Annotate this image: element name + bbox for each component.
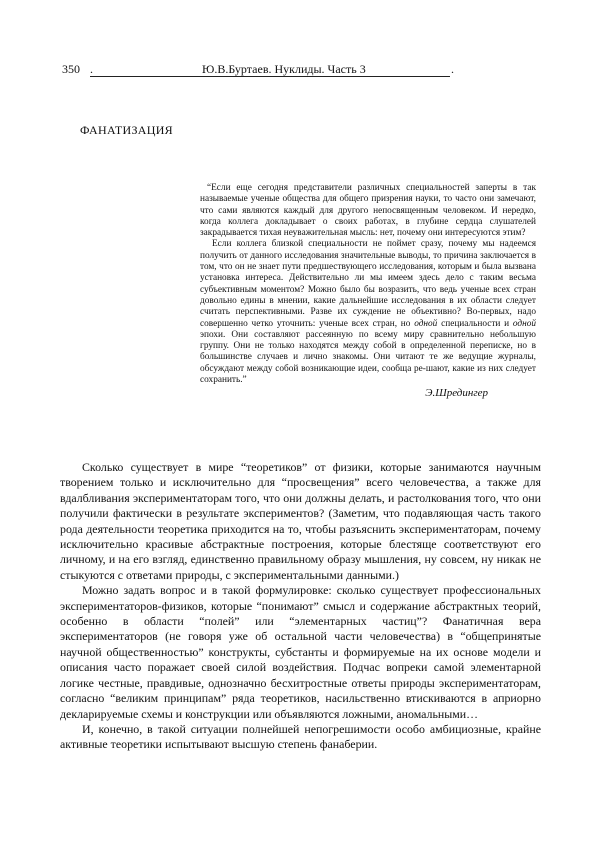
epigraph-text: специальности и (437, 318, 513, 329)
body-paragraph-2: Можно задать вопрос и в такой формулировке: сколько существует профессиональных экспериментаторов-физиков, которые “понимают” смысл и содержание абстрактных теорий, особенно в области “полей” или “элементарных частиц”? Фанатичная вера экспериментаторов (не говоря уже об остальной части человечества) в “общепринятые научной общественностью” конструкты, субстанты и формируемые на их основе модели и описания часто поражает своей силой воздействия. Подчас вопреки самой элементарной логике честные, правдивые, однозначно бесхитростные ответы природы экспериментаторам, согласно “великим принципам” ряда теоретиков, насильственно втискиваются в априорно декларируемые схемы и конструкции или объявляются ложными, аномальными… (60, 583, 541, 721)
epigraph-paragraph-2 (200, 239, 536, 386)
page-number: 350 (62, 62, 80, 76)
section-title: ФАНАТИЗАЦИЯ (80, 123, 173, 137)
body-paragraph-1: Сколько существует в мире “теоретиков” от физики, которые занимаются научным творением только и исключительно для “просвещения” всего человечества, а также для вдалбливания экспериментаторам того, что они должны делать, и растолкования того, что они получили фактически в результате экспериментов? (Заметим, что подавляющая часть такого рода деятельности теоретика приходится на то, чтобы разъяснить экспериментаторам, почему исключительно красивые абстрактные построения, которые блестяще соответствуют его личному, и на его взгляд, единственно правильному образу мышления, ну совсем, ну никак не стыкуются с ответами природы, с экспериментальными данными.) (60, 460, 541, 582)
running-header (62, 62, 468, 80)
epigraph (200, 183, 536, 400)
body-paragraph-3: И, конечно, в такой ситуации полнейшей непогрешимости особо амбициозные, крайне активные теоретики испытывают высшую степень фанаберии. (60, 721, 541, 752)
epigraph-text: эпохи. Они составляют рассеянную по всему миру сравнительно небольшую группу. Они не только находятся между собой в определенной переписке, но в большинстве случаев и лично знакомы. Они читают те же ведущие журналы, обсуждают между собой возникающие идеи, сообща ре-шают, какие из них следует сохранить.” (200, 329, 536, 386)
body-text (60, 460, 541, 753)
emphasis: одной (414, 318, 438, 329)
running-title: Ю.В.Буртаев. Нуклиды. Часть 3 (202, 62, 366, 76)
epigraph-text: Если коллега близкой специальности не поймет сразу, почему мы надеемся получить от данного исследования значительные выводы, то причина заключается в том, что он не знает пути предшествующего исследования, которым и была вызвана установка интереса. Действительно ли мы имеем здесь дело с таким весьма субъективным моментом? Можно было бы возразить, что ведь ученые всех стран довольно едины в мнении, какие дальнейшие исследования в их области следует считать перспективными. Разве их суждение не объективно? Во-первых, надо совершенно четко уточнить: ученые всех стран, но (200, 239, 536, 329)
header-dot-left: . (90, 62, 93, 76)
header-dot-right: . (451, 62, 454, 76)
epigraph-author: Э.Шредингер (425, 387, 488, 400)
emphasis: одной (512, 318, 537, 329)
epigraph-paragraph-1: “Если еще сегодня представители различных специальностей заперты в так называемые ученые общества для общего призрения науки, то часто они замечают, что сами являются каждый для другого непосвященным человеком. И нередко, когда коллега докладывает о своих работах, в глубине сердца слушателей закрадывается тихая неуважительная мысль: нет, почему они интересуются этим? (200, 183, 536, 239)
